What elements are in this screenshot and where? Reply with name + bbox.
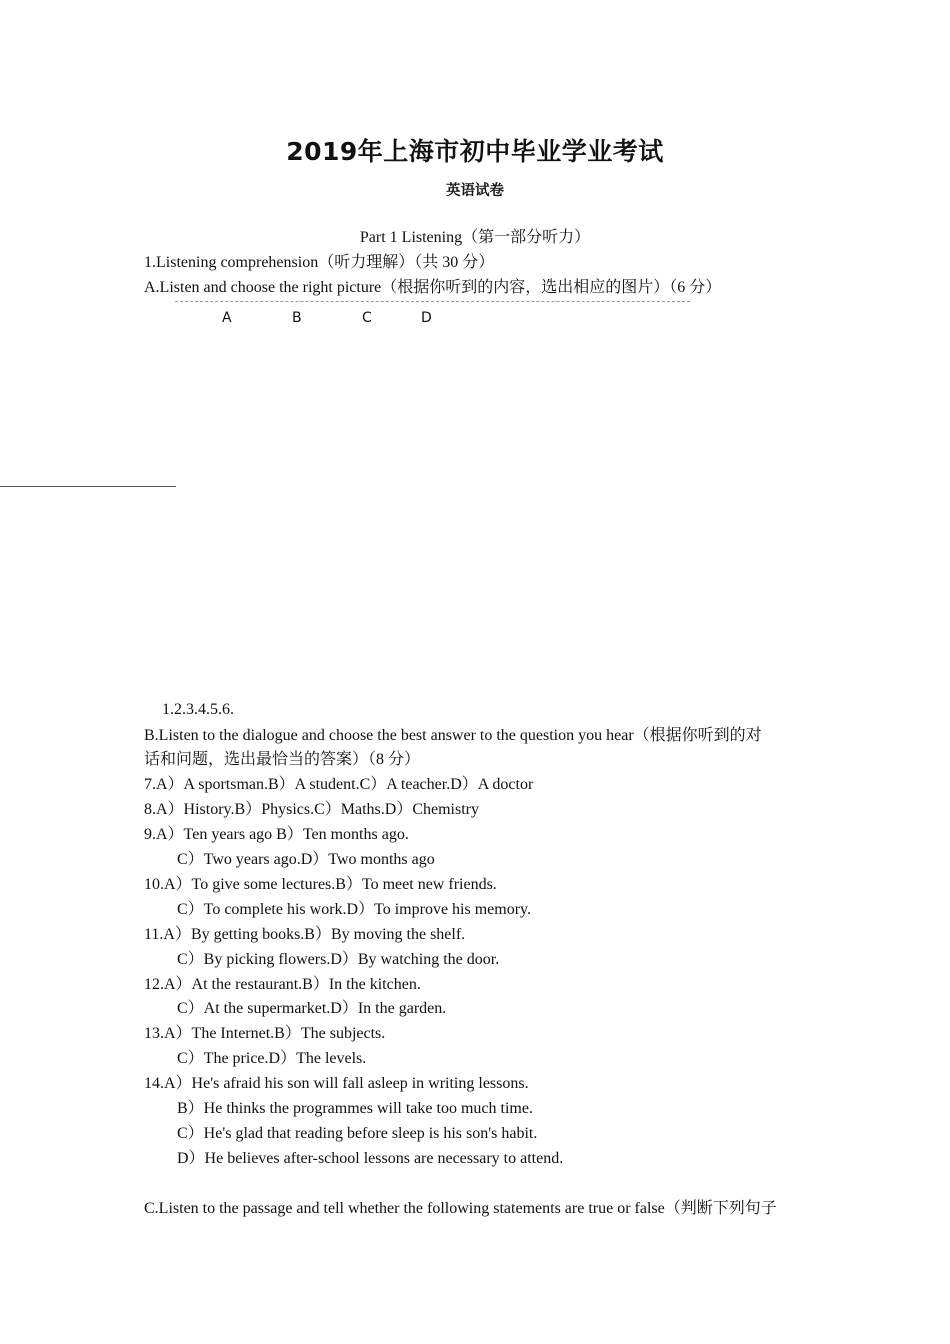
section-a-instruction: A.Listen and choose the right picture（根据你听到的内容，选出相应的图片）（6 分） — [144, 279, 722, 296]
question-8: 8.A）History.B）Physics.C）Maths.D）Chemistry — [144, 801, 479, 818]
question-numbers-line: 1.2.3.4.5.6. — [162, 701, 234, 718]
question-14-option-b: B）He thinks the programmes will take too much time. — [177, 1100, 533, 1117]
question-10-line2: C）To complete his work.D）To improve his memory. — [177, 901, 532, 918]
question-14-option-c: C）He's glad that reading before sleep is his son's habit. — [177, 1125, 538, 1142]
divider-line — [0, 486, 176, 487]
question-7: 7.A）A sportsman.B）A student.C）A teacher.D）A doctor — [144, 776, 534, 793]
question-13-line1: 13.A）The Internet.B）The subjects. — [144, 1025, 386, 1042]
question-11-line2: C）By picking flowers.D）By watching the door. — [177, 951, 500, 968]
section-b-instruction-line1: B.Listen to the dialogue and choose the best answer to the question you hear（根据你听到的对 — [144, 727, 762, 744]
question-9-line1: 9.A）Ten years ago B）Ten months ago. — [144, 826, 409, 843]
question-9-line2: C）Two years ago.D）Two months ago — [177, 851, 435, 868]
question-13-line2: C）The price.D）The levels. — [177, 1050, 367, 1067]
question-14-option-a: 14.A）He's afraid his son will fall asleep in writing lessons. — [144, 1075, 529, 1092]
picture-label-b: B — [292, 310, 302, 326]
page-subtitle: 英语试卷 — [446, 183, 504, 199]
question-10-line1: 10.A）To give some lectures.B）To meet new friends. — [144, 876, 497, 893]
picture-area-top-rule — [175, 301, 690, 302]
section-b-instruction-line2: 话和问题，选出最恰当的答案）（8 分） — [144, 751, 421, 768]
question-14-option-d: D）He believes after-school lessons are necessary to attend. — [177, 1150, 564, 1167]
picture-label-a: A — [222, 310, 232, 326]
part1-heading: Part 1 Listening（第一部分听力） — [359, 229, 591, 246]
question-12-line1: 12.A）At the restaurant.B）In the kitchen. — [144, 976, 421, 993]
page-title: 2019年上海市初中毕业学业考试 — [286, 137, 664, 166]
section-c-instruction: C.Listen to the passage and tell whether the following statements are true or false（判断下列句子 — [144, 1200, 777, 1217]
section-1-heading: 1.Listening comprehension（听力理解）（共 30 分） — [144, 254, 495, 271]
question-11-line1: 11.A）By getting books.B）By moving the shelf. — [144, 926, 466, 943]
picture-label-c: C — [362, 310, 372, 326]
question-12-line2: C）At the supermarket.D）In the garden. — [177, 1000, 447, 1017]
picture-label-d: D — [421, 310, 432, 326]
